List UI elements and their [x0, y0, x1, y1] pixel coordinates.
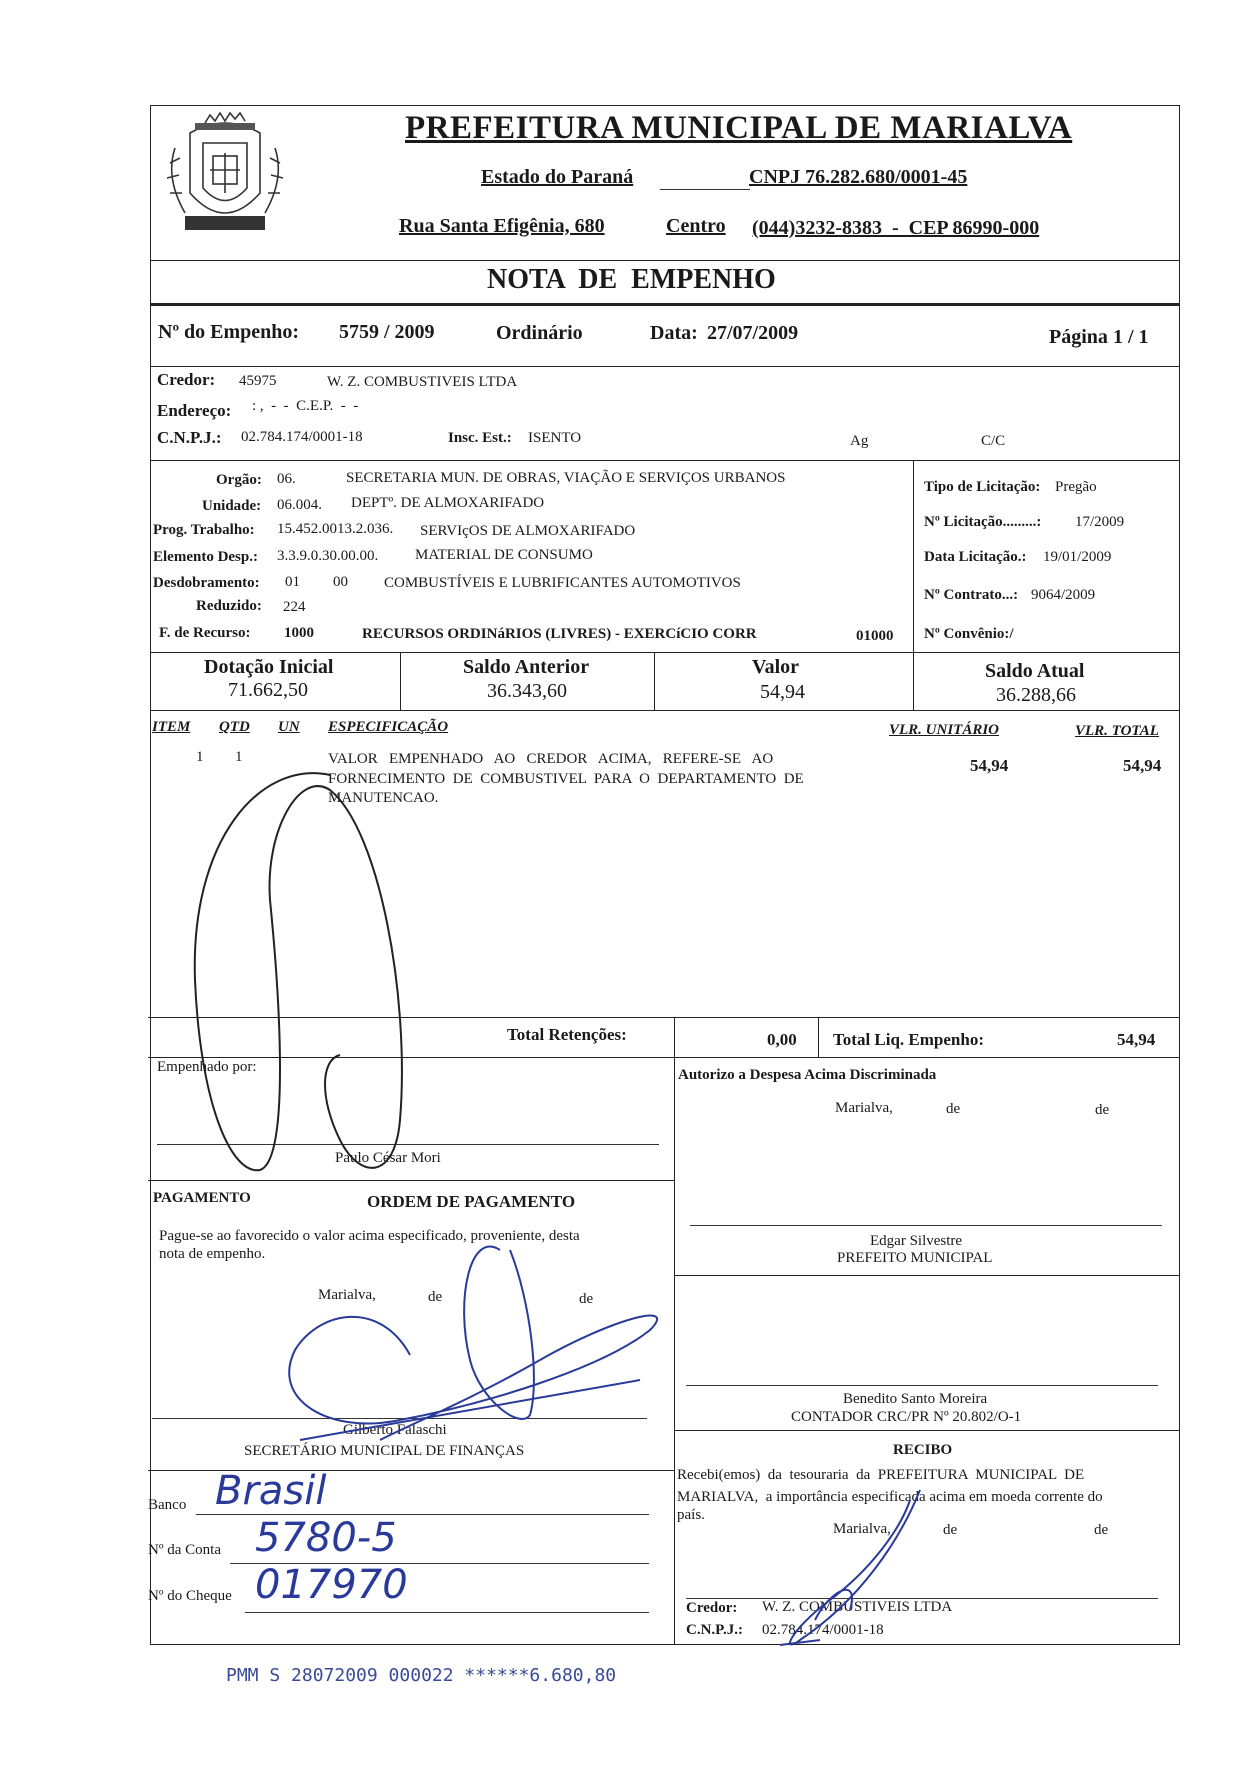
empenho-number: 5759 / 2009	[339, 321, 435, 343]
total-liq-label: Total Liq. Empenho:	[833, 1030, 984, 1049]
item-desc-line1: VALOR EMPENHADO AO CREDOR ACIMA, REFERE-SE AO	[328, 751, 774, 767]
ag-label: Ag	[850, 433, 869, 449]
recibo-cnpj-label: C.N.P.J.:	[686, 1622, 743, 1638]
pagamento-label: PAGAMENTO	[153, 1190, 251, 1206]
num-licitacao-value: 17/2009	[1075, 514, 1125, 530]
dotacao-inicial-label: Dotação Inicial	[204, 656, 334, 678]
recibo-city: Marialva,	[833, 1521, 891, 1537]
recurso-code: 1000	[284, 625, 314, 641]
total-retencoes-value: 0,00	[767, 1030, 797, 1049]
insc-value: ISENTO	[528, 430, 582, 446]
prog-code: 15.452.0013.2.036.	[277, 521, 394, 537]
recibo-credor-value: W. Z. COMBUSTIVEIS LTDA	[762, 1599, 953, 1615]
col-header-vlr-unitario: VLR. UNITÁRIO	[889, 722, 1000, 738]
orgao-code: 06.	[277, 471, 296, 487]
tipo-licitacao-label: Tipo de Licitação:	[924, 479, 1041, 495]
total-retencoes-label: Total Retenções:	[507, 1025, 627, 1044]
valor-value: 54,94	[760, 681, 805, 703]
unidade-label: Unidade:	[202, 498, 262, 514]
col-header-un: UN	[278, 719, 300, 735]
valor-label: Valor	[752, 656, 800, 678]
data-licitacao-label: Data Licitação.:	[924, 549, 1027, 565]
prefeito-role: PREFEITO MUNICIPAL	[837, 1250, 993, 1266]
item-qtd: 1	[235, 749, 243, 765]
header-state: Estado do Paraná	[481, 166, 634, 188]
elem-code: 3.3.9.0.30.00.00.	[277, 548, 379, 564]
desd-value: COMBUSTÍVEIS E LUBRIFICANTES AUTOMOTIVOS	[384, 575, 741, 591]
num-licitacao-label: Nº Licitação.........:	[924, 514, 1042, 530]
saldo-anterior-value: 36.343,60	[487, 680, 567, 702]
autorizo-label: Autorizo a Despesa Acima Discriminada	[678, 1067, 937, 1083]
recibo-text1: Recebi(emos) da tesouraria da PREFEITURA MUNICIPAL DE	[677, 1467, 1085, 1483]
secretario-signature	[289, 1247, 657, 1440]
col-header-item: ITEM	[152, 719, 191, 735]
cheque-label: Nº do Cheque	[148, 1588, 232, 1604]
banco-handwritten: Brasil	[215, 1468, 327, 1514]
prefeito-name: Edgar Silvestre	[870, 1233, 963, 1249]
pagamento-city: Marialva,	[318, 1287, 376, 1303]
recibo-text2: MARIALVA, a importância especificada acima em moeda corrente do	[677, 1489, 1103, 1505]
banco-label: Banco	[148, 1497, 187, 1513]
desd-code2: 00	[333, 574, 348, 590]
pagamento-text2: nota de empenho.	[159, 1246, 266, 1262]
data-licitacao-value: 19/01/2009	[1043, 549, 1112, 565]
header-address: Rua Santa Efigênia, 680	[399, 215, 605, 237]
item-vlr-total: 54,94	[1123, 756, 1162, 775]
recurso-value: RECURSOS ORDINáRIOS (LIVRES) - EXERCíCIO CORR	[362, 626, 757, 642]
desd-label: Desdobramento:	[153, 575, 260, 591]
recibo-cnpj-value: 02.784.174/0001-18	[762, 1622, 884, 1638]
pagamento-de2: de	[579, 1291, 594, 1307]
saldo-atual-label: Saldo Atual	[985, 660, 1085, 682]
reduzido-label: Reduzido:	[196, 598, 262, 614]
empenhado-por-label: Empenhado por:	[157, 1059, 257, 1075]
col-header-qtd: QTD	[219, 719, 250, 735]
saldo-atual-value: 36.288,66	[996, 684, 1076, 706]
header-cnpj: CNPJ 76.282.680/0001-45	[749, 166, 968, 188]
convenio-label: Nº Convênio:/	[924, 626, 1014, 642]
empenhado-signature	[195, 773, 402, 1170]
empenho-date-label: Data:	[650, 322, 698, 344]
conta-handwritten: 5780-5	[255, 1515, 397, 1561]
credor-code: 45975	[239, 373, 277, 389]
autorizo-de2: de	[1095, 1102, 1110, 1118]
contrato-label: Nº Contrato...:	[924, 587, 1019, 603]
document-title: NOTA DE EMPENHO	[487, 264, 776, 295]
cheque-handwritten: 017970	[255, 1562, 408, 1608]
credor-name: W. Z. COMBUSTIVEIS LTDA	[327, 374, 518, 390]
unidade-value: DEPTº. DE ALMOXARIFADO	[351, 495, 545, 511]
item-number: 1	[196, 749, 204, 765]
header-district: Centro	[666, 215, 726, 237]
autorizo-city: Marialva,	[835, 1100, 893, 1116]
contador-role: CONTADOR CRC/PR Nº 20.802/O-1	[791, 1409, 1022, 1425]
header-title: PREFEITURA MUNICIPAL DE MARIALVA	[405, 110, 1073, 146]
pagamento-de1: de	[428, 1289, 443, 1305]
insc-label: Insc. Est.:	[448, 430, 512, 446]
saldo-anterior-label: Saldo Anterior	[463, 656, 590, 678]
total-liq-value: 54,94	[1117, 1030, 1156, 1049]
secretario-name: Gilberto Falaschi	[343, 1422, 447, 1438]
empenho-date: 27/07/2009	[707, 322, 799, 344]
dotacao-inicial-value: 71.662,50	[228, 679, 308, 701]
payment-stamp: PMM S 28072009 000022 ******6.680,80	[226, 1665, 617, 1686]
autorizo-de1: de	[946, 1101, 961, 1117]
ordem-pagamento-label: ORDEM DE PAGAMENTO	[367, 1192, 576, 1211]
orgao-value: SECRETARIA MUN. DE OBRAS, VIAÇÃO E SERVIÇOS URBANOS	[346, 470, 786, 486]
item-vlr-unitario: 54,94	[970, 756, 1009, 775]
col-header-vlr-total: VLR. TOTAL	[1075, 723, 1159, 739]
recibo-credor-label: Credor:	[686, 1600, 738, 1616]
reduzido-value: 224	[283, 599, 306, 615]
endereco-value: : , - - C.E.P. - -	[252, 398, 359, 414]
elem-value: MATERIAL DE CONSUMO	[415, 547, 593, 563]
recurso-code2: 01000	[856, 628, 894, 644]
credor-label: Credor:	[157, 370, 216, 389]
recibo-title: RECIBO	[893, 1442, 953, 1458]
credor-cnpj-label: C.N.P.J.:	[157, 428, 222, 447]
page-number: 1 / 1	[1113, 326, 1149, 348]
header-phone-cep: (044)3232-8383 - CEP 86990-000	[752, 217, 1040, 239]
recibo-de1: de	[943, 1522, 958, 1538]
tipo-licitacao-value: Pregão	[1055, 479, 1097, 495]
item-desc-line3: MANUTENCAO.	[328, 790, 439, 806]
prog-label: Prog. Trabalho:	[153, 522, 255, 538]
page-label: Página	[1049, 326, 1108, 348]
credor-cnpj: 02.784.174/0001-18	[241, 429, 363, 445]
empenho-label: Nº do Empenho:	[158, 321, 300, 343]
empenho-type: Ordinário	[496, 322, 583, 344]
orgao-label: Orgão:	[216, 472, 262, 488]
contador-name: Benedito Santo Moreira	[843, 1391, 988, 1407]
unidade-code: 06.004.	[277, 497, 322, 513]
empenhado-por-name: Paulo César Mori	[335, 1150, 441, 1166]
recurso-label: F. de Recurso:	[159, 625, 251, 641]
contrato-value: 9064/2009	[1031, 587, 1096, 603]
conta-label: Nº da Conta	[148, 1542, 221, 1558]
recibo-text3: país.	[677, 1507, 705, 1523]
col-header-especificacao: ESPECIFICAÇÃO	[328, 719, 449, 735]
desd-code1: 01	[285, 574, 300, 590]
recibo-signature	[780, 1490, 920, 1645]
pagamento-text1: Pague-se ao favorecido o valor acima especificado, proveniente, desta	[159, 1228, 580, 1244]
item-desc-line2: FORNECIMENTO DE COMBUSTIVEL PARA O DEPARTAMENTO DE	[328, 771, 804, 787]
recibo-de2: de	[1094, 1522, 1109, 1538]
endereco-label: Endereço:	[157, 401, 232, 420]
cc-label: C/C	[981, 433, 1006, 449]
secretario-role: SECRETÁRIO MUNICIPAL DE FINANÇAS	[244, 1443, 525, 1459]
prog-value: SERVIçOS DE ALMOXARIFADO	[420, 523, 636, 539]
elem-label: Elemento Desp.:	[153, 549, 258, 565]
